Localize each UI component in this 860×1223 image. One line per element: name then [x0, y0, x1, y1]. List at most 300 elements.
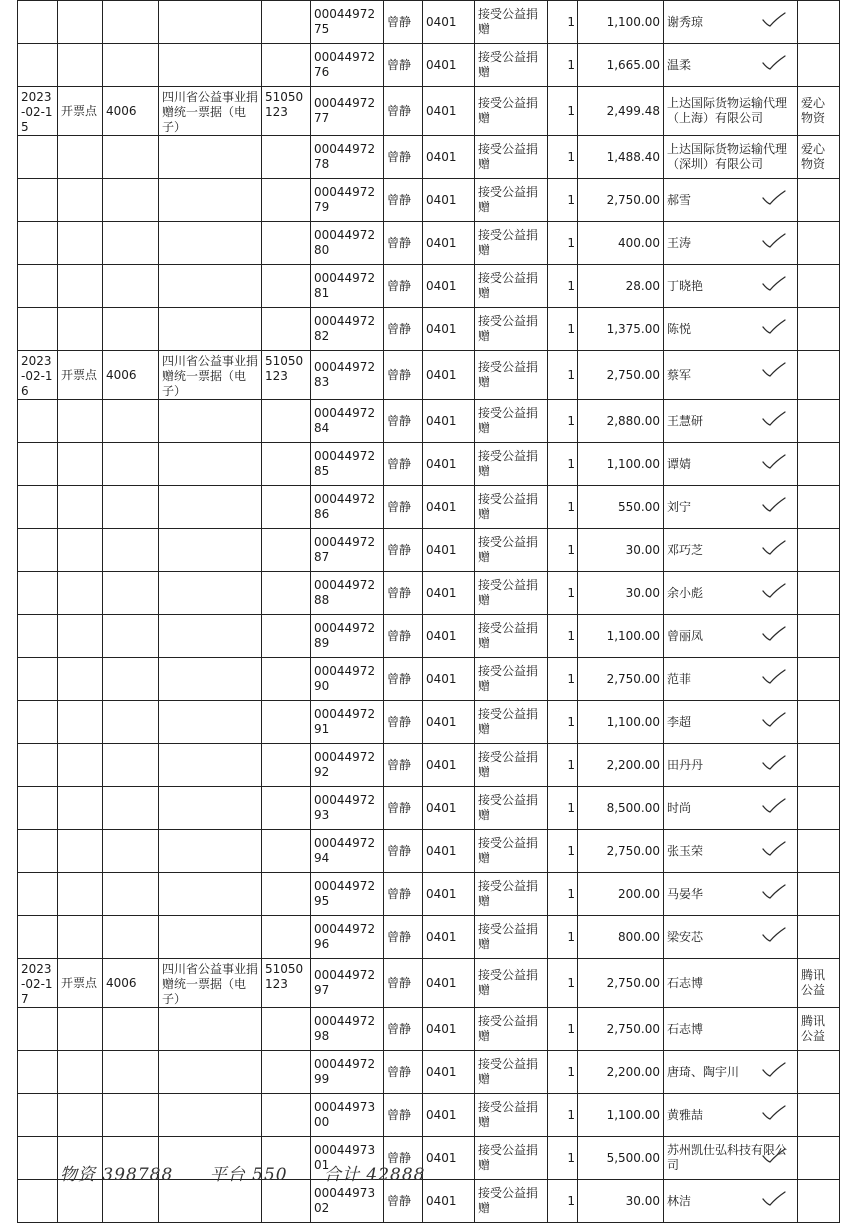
receipt-type-cell [159, 1094, 262, 1137]
receipt-number-text: 0004497283 [314, 360, 376, 389]
item-cell [475, 400, 548, 443]
issue-point-cell [58, 265, 103, 308]
date-text: 2023-02-15 [21, 90, 53, 134]
amount-text: 5,500.00 [606, 1150, 660, 1165]
point-code-cell [103, 830, 159, 873]
quantity-cell [548, 87, 578, 136]
amount-text: 800.00 [618, 929, 660, 944]
dept-code-cell [423, 1008, 475, 1051]
amount-cell [578, 443, 664, 486]
quantity-text: 1 [567, 367, 575, 382]
remark-cell [798, 44, 840, 87]
donor-name-cell [664, 787, 798, 830]
dept-code-text: 0401 [426, 1064, 457, 1079]
quantity-cell [548, 1008, 578, 1051]
receipt-number-cell [311, 959, 384, 1008]
quantity-cell [548, 308, 578, 351]
issuer-cell [384, 351, 423, 400]
issue-point-cell [58, 873, 103, 916]
quantity-text: 1 [567, 929, 575, 944]
item-cell [475, 1137, 548, 1180]
amount-text: 30.00 [625, 585, 660, 600]
issuer-text: 曾静 [387, 800, 412, 815]
dept-code-cell [423, 486, 475, 529]
issuer-text: 曾静 [387, 1150, 412, 1165]
date-cell [18, 787, 58, 830]
donor-name-cell [664, 222, 798, 265]
item-cell [475, 265, 548, 308]
table-row [18, 701, 840, 744]
issue-point-cell [58, 486, 103, 529]
date-cell [18, 1008, 58, 1051]
receipt-number-cell [311, 222, 384, 265]
item-cell [475, 701, 548, 744]
receipt-type-cell [159, 787, 262, 830]
issuer-text: 曾静 [387, 628, 412, 643]
quantity-cell [548, 529, 578, 572]
quantity-text: 1 [567, 499, 575, 514]
receipt-number-cell [311, 486, 384, 529]
date-cell [18, 400, 58, 443]
amount-cell [578, 400, 664, 443]
quantity-cell [548, 1, 578, 44]
issuer-cell [384, 830, 423, 873]
checkmark-icon [761, 754, 787, 772]
date-cell [18, 701, 58, 744]
amount-cell [578, 572, 664, 615]
amount-text: 2,750.00 [606, 975, 660, 990]
dept-code-cell [423, 1051, 475, 1094]
amount-text: 1,100.00 [606, 1107, 660, 1122]
item-cell [475, 87, 548, 136]
dept-code-cell [423, 873, 475, 916]
dept-code-cell [423, 701, 475, 744]
date-cell [18, 744, 58, 787]
quantity-text: 1 [567, 192, 575, 207]
donor-name-cell [664, 1008, 798, 1051]
table-row [18, 222, 840, 265]
quantity-cell [548, 44, 578, 87]
item-text: 接受公益捐赠 [478, 879, 539, 908]
receipt-type-cell [159, 179, 262, 222]
point-code-cell [103, 959, 159, 1008]
amount-text: 1,375.00 [606, 321, 660, 336]
issue-point-text: 开票点 [61, 367, 98, 382]
issue-point-cell [58, 351, 103, 400]
quantity-cell [548, 1137, 578, 1180]
checkmark-icon [761, 668, 787, 686]
checkmark-icon [761, 797, 787, 815]
dept-code-cell [423, 615, 475, 658]
remark-text: 爱心物资 [801, 142, 826, 171]
receipt-type-code-cell [262, 701, 311, 744]
point-code-cell [103, 136, 159, 179]
receipt-type-code-cell [262, 744, 311, 787]
remark-cell [798, 959, 840, 1008]
handwritten-platform-total: 平台 550 [209, 1165, 288, 1185]
donor-name-cell [664, 1180, 798, 1223]
point-code-cell [103, 744, 159, 787]
remark-cell [798, 486, 840, 529]
dept-code-text: 0401 [426, 714, 457, 729]
item-text: 接受公益捐赠 [478, 314, 539, 343]
donor-name-cell [664, 916, 798, 959]
dept-code-text: 0401 [426, 1107, 457, 1122]
receipt-type-cell [159, 308, 262, 351]
dept-code-cell [423, 658, 475, 701]
dept-code-text: 0401 [426, 542, 457, 557]
amount-cell [578, 1094, 664, 1137]
remark-cell [798, 443, 840, 486]
issuer-cell [384, 265, 423, 308]
quantity-text: 1 [567, 14, 575, 29]
amount-text: 8,500.00 [606, 800, 660, 815]
receipt-number-cell [311, 443, 384, 486]
item-text: 接受公益捐赠 [478, 271, 539, 300]
receipt-type-cell [159, 87, 262, 136]
issuer-cell [384, 222, 423, 265]
point-code-cell [103, 1, 159, 44]
remark-cell [798, 658, 840, 701]
point-code-cell [103, 615, 159, 658]
issuer-cell [384, 701, 423, 744]
receipt-number-text: 0004497297 [314, 968, 376, 997]
donor-name-text: 谢秀琼 [667, 14, 704, 29]
checkmark-icon [761, 625, 787, 643]
table-row [18, 44, 840, 87]
remark-cell [798, 1137, 840, 1180]
receipt-type-cell [159, 529, 262, 572]
table-row [18, 615, 840, 658]
dept-code-text: 0401 [426, 800, 457, 815]
dept-code-cell [423, 1094, 475, 1137]
receipt-type-code-cell [262, 400, 311, 443]
table-row [18, 1008, 840, 1051]
item-text: 接受公益捐赠 [478, 793, 539, 822]
quantity-cell [548, 400, 578, 443]
issuer-cell [384, 873, 423, 916]
donor-name-text: 张玉荣 [667, 843, 704, 858]
remark-cell [798, 265, 840, 308]
quantity-cell [548, 615, 578, 658]
donor-name-cell [664, 529, 798, 572]
receipt-type-code-cell [262, 136, 311, 179]
amount-cell [578, 136, 664, 179]
point-code-cell [103, 787, 159, 830]
dept-code-cell [423, 136, 475, 179]
item-text: 接受公益捐赠 [478, 50, 539, 79]
receipt-type-code-cell [262, 1, 311, 44]
amount-text: 2,750.00 [606, 1021, 660, 1036]
amount-cell [578, 1008, 664, 1051]
receipt-number-cell [311, 308, 384, 351]
quantity-cell [548, 1180, 578, 1223]
receipt-number-text: 0004497284 [314, 406, 376, 435]
donor-name-text: 王涛 [667, 235, 692, 250]
date-cell [18, 615, 58, 658]
receipt-type-code-cell [262, 308, 311, 351]
receipt-number-cell [311, 615, 384, 658]
amount-cell [578, 916, 664, 959]
item-cell [475, 529, 548, 572]
checkmark-icon [761, 11, 787, 29]
dept-code-cell [423, 959, 475, 1008]
receipt-number-text: 0004497288 [314, 578, 376, 607]
donor-name-text: 丁晓艳 [667, 278, 704, 293]
item-cell [475, 486, 548, 529]
dept-code-cell [423, 787, 475, 830]
remark-cell [798, 916, 840, 959]
remark-cell [798, 701, 840, 744]
point-code-cell [103, 308, 159, 351]
receipt-number-text: 0004497289 [314, 621, 376, 650]
item-text: 接受公益捐赠 [478, 185, 539, 214]
receipt-type-cell [159, 658, 262, 701]
item-cell [475, 222, 548, 265]
issuer-cell [384, 87, 423, 136]
dept-code-cell [423, 308, 475, 351]
point-code-cell [103, 400, 159, 443]
receipt-type-cell [159, 615, 262, 658]
donor-name-text: 石志博 [667, 1021, 704, 1036]
issuer-text: 曾静 [387, 192, 412, 207]
checkmark-icon [761, 711, 787, 729]
receipt-number-cell [311, 1094, 384, 1137]
quantity-text: 1 [567, 1193, 575, 1208]
date-cell [18, 959, 58, 1008]
donor-name-cell [664, 486, 798, 529]
item-text: 接受公益捐赠 [478, 228, 539, 257]
quantity-cell [548, 830, 578, 873]
donor-name-text: 上达国际货物运输代理（上海）有限公司 [667, 96, 788, 125]
remark-cell [798, 615, 840, 658]
receipt-number-cell [311, 1180, 384, 1223]
amount-text: 28.00 [625, 278, 660, 293]
donor-name-text: 谭婧 [667, 456, 692, 471]
issuer-text: 曾静 [387, 886, 412, 901]
issue-point-cell [58, 959, 103, 1008]
remark-cell [798, 222, 840, 265]
receipt-type-cell [159, 44, 262, 87]
issue-point-cell [58, 222, 103, 265]
donor-name-text: 郝雪 [667, 192, 692, 207]
dept-code-cell [423, 830, 475, 873]
remark-cell [798, 1, 840, 44]
point-code-text: 4006 [106, 975, 137, 990]
remark-cell [798, 873, 840, 916]
receipt-number-cell [311, 179, 384, 222]
donor-name-text: 曾丽凤 [667, 628, 704, 643]
date-cell [18, 44, 58, 87]
quantity-cell [548, 916, 578, 959]
table-row [18, 486, 840, 529]
amount-text: 2,880.00 [606, 413, 660, 428]
item-text: 接受公益捐赠 [478, 449, 539, 478]
quantity-text: 1 [567, 800, 575, 815]
receipt-type-text: 四川省公益事业捐赠统一票据（电子） [162, 90, 259, 134]
item-text: 接受公益捐赠 [478, 1057, 539, 1086]
dept-code-text: 0401 [426, 1193, 457, 1208]
amount-cell [578, 222, 664, 265]
item-cell [475, 615, 548, 658]
date-cell [18, 136, 58, 179]
receipt-number-text: 0004497301 [314, 1143, 376, 1172]
amount-text: 1,100.00 [606, 714, 660, 729]
issuer-text: 曾静 [387, 149, 412, 164]
issue-point-cell [58, 572, 103, 615]
item-cell [475, 136, 548, 179]
item-cell [475, 873, 548, 916]
item-text: 接受公益捐赠 [478, 750, 539, 779]
amount-cell [578, 658, 664, 701]
dept-code-text: 0401 [426, 103, 457, 118]
quantity-text: 1 [567, 843, 575, 858]
donor-name-text: 刘宁 [667, 499, 692, 514]
dept-code-cell [423, 179, 475, 222]
quantity-text: 1 [567, 57, 575, 72]
issuer-cell [384, 744, 423, 787]
amount-text: 200.00 [618, 886, 660, 901]
receipt-number-text: 0004497276 [314, 50, 376, 79]
issuer-text: 曾静 [387, 278, 412, 293]
checkmark-icon [761, 232, 787, 250]
receipt-number-text: 0004497295 [314, 879, 376, 908]
item-text: 接受公益捐赠 [478, 7, 539, 36]
donor-name-text: 余小彪 [667, 585, 704, 600]
receipt-number-cell [311, 701, 384, 744]
donor-name-cell [664, 1094, 798, 1137]
quantity-text: 1 [567, 413, 575, 428]
issuer-cell [384, 1094, 423, 1137]
date-cell [18, 1, 58, 44]
checkmark-icon [761, 539, 787, 557]
amount-text: 1,488.40 [606, 149, 660, 164]
item-text: 接受公益捐赠 [478, 1143, 539, 1172]
table-row [18, 572, 840, 615]
issuer-text: 曾静 [387, 499, 412, 514]
donor-name-text: 范菲 [667, 671, 692, 686]
handwritten-grand-total: 合计 42888 [323, 1165, 426, 1185]
point-code-cell [103, 486, 159, 529]
issuer-text: 曾静 [387, 975, 412, 990]
dept-code-text: 0401 [426, 149, 457, 164]
remark-cell [798, 1051, 840, 1094]
amount-cell [578, 1051, 664, 1094]
dept-code-cell [423, 916, 475, 959]
issue-point-cell [58, 87, 103, 136]
quantity-cell [548, 222, 578, 265]
issue-point-cell [58, 443, 103, 486]
receipt-number-cell [311, 658, 384, 701]
table-row [18, 658, 840, 701]
dept-code-text: 0401 [426, 413, 457, 428]
issuer-cell [384, 486, 423, 529]
item-cell [475, 443, 548, 486]
issuer-text: 曾静 [387, 367, 412, 382]
dept-code-text: 0401 [426, 929, 457, 944]
checkmark-icon [761, 275, 787, 293]
dept-code-text: 0401 [426, 57, 457, 72]
remark-cell [798, 1094, 840, 1137]
receipt-number-text: 0004497296 [314, 922, 376, 951]
amount-cell [578, 959, 664, 1008]
quantity-cell [548, 787, 578, 830]
receipt-number-text: 0004497302 [314, 1186, 376, 1215]
item-cell [475, 179, 548, 222]
receipt-type-text: 四川省公益事业捐赠统一票据（电子） [162, 354, 259, 398]
receipt-number-cell [311, 744, 384, 787]
issuer-cell [384, 1180, 423, 1223]
quantity-cell [548, 1094, 578, 1137]
receipt-type-cell [159, 1051, 262, 1094]
issuer-cell [384, 400, 423, 443]
item-cell [475, 787, 548, 830]
item-cell [475, 1051, 548, 1094]
remark-text: 腾讯公益 [801, 1014, 826, 1043]
table-row [18, 1094, 840, 1137]
donor-name-text: 上达国际货物运输代理（深圳）有限公司 [667, 142, 788, 171]
receipt-number-text: 0004497275 [314, 7, 376, 36]
quantity-cell [548, 179, 578, 222]
receipt-type-code-cell [262, 658, 311, 701]
issuer-cell [384, 658, 423, 701]
amount-cell [578, 1, 664, 44]
issuer-cell [384, 916, 423, 959]
amount-cell [578, 486, 664, 529]
issuer-cell [384, 443, 423, 486]
receipt-number-text: 0004497280 [314, 228, 376, 257]
receipt-number-cell [311, 1051, 384, 1094]
issue-point-cell [58, 1180, 103, 1223]
date-cell [18, 572, 58, 615]
item-text: 接受公益捐赠 [478, 621, 539, 650]
quantity-cell [548, 351, 578, 400]
issue-point-cell [58, 179, 103, 222]
date-cell [18, 308, 58, 351]
donor-name-text: 李超 [667, 714, 692, 729]
amount-cell [578, 1180, 664, 1223]
point-code-cell [103, 179, 159, 222]
remark-cell [798, 136, 840, 179]
table-row [18, 916, 840, 959]
issuer-cell [384, 529, 423, 572]
quantity-text: 1 [567, 542, 575, 557]
date-cell [18, 222, 58, 265]
quantity-cell [548, 873, 578, 916]
quantity-text: 1 [567, 1064, 575, 1079]
handwritten-summary [60, 1160, 455, 1185]
issuer-cell [384, 787, 423, 830]
issuer-text: 曾静 [387, 757, 412, 772]
checkmark-icon [761, 453, 787, 471]
dept-code-cell [423, 744, 475, 787]
date-cell [18, 1094, 58, 1137]
donor-name-text: 温柔 [667, 57, 692, 72]
receipt-type-code-cell [262, 222, 311, 265]
dept-code-text: 0401 [426, 278, 457, 293]
item-text: 接受公益捐赠 [478, 836, 539, 865]
table-row [18, 873, 840, 916]
dept-code-text: 0401 [426, 192, 457, 207]
receipt-type-code-cell [262, 87, 311, 136]
amount-cell [578, 744, 664, 787]
receipt-number-cell [311, 787, 384, 830]
donor-name-text: 梁安芯 [667, 929, 704, 944]
donor-name-cell [664, 1051, 798, 1094]
item-text: 接受公益捐赠 [478, 578, 539, 607]
amount-text: 2,750.00 [606, 192, 660, 207]
quantity-cell [548, 265, 578, 308]
